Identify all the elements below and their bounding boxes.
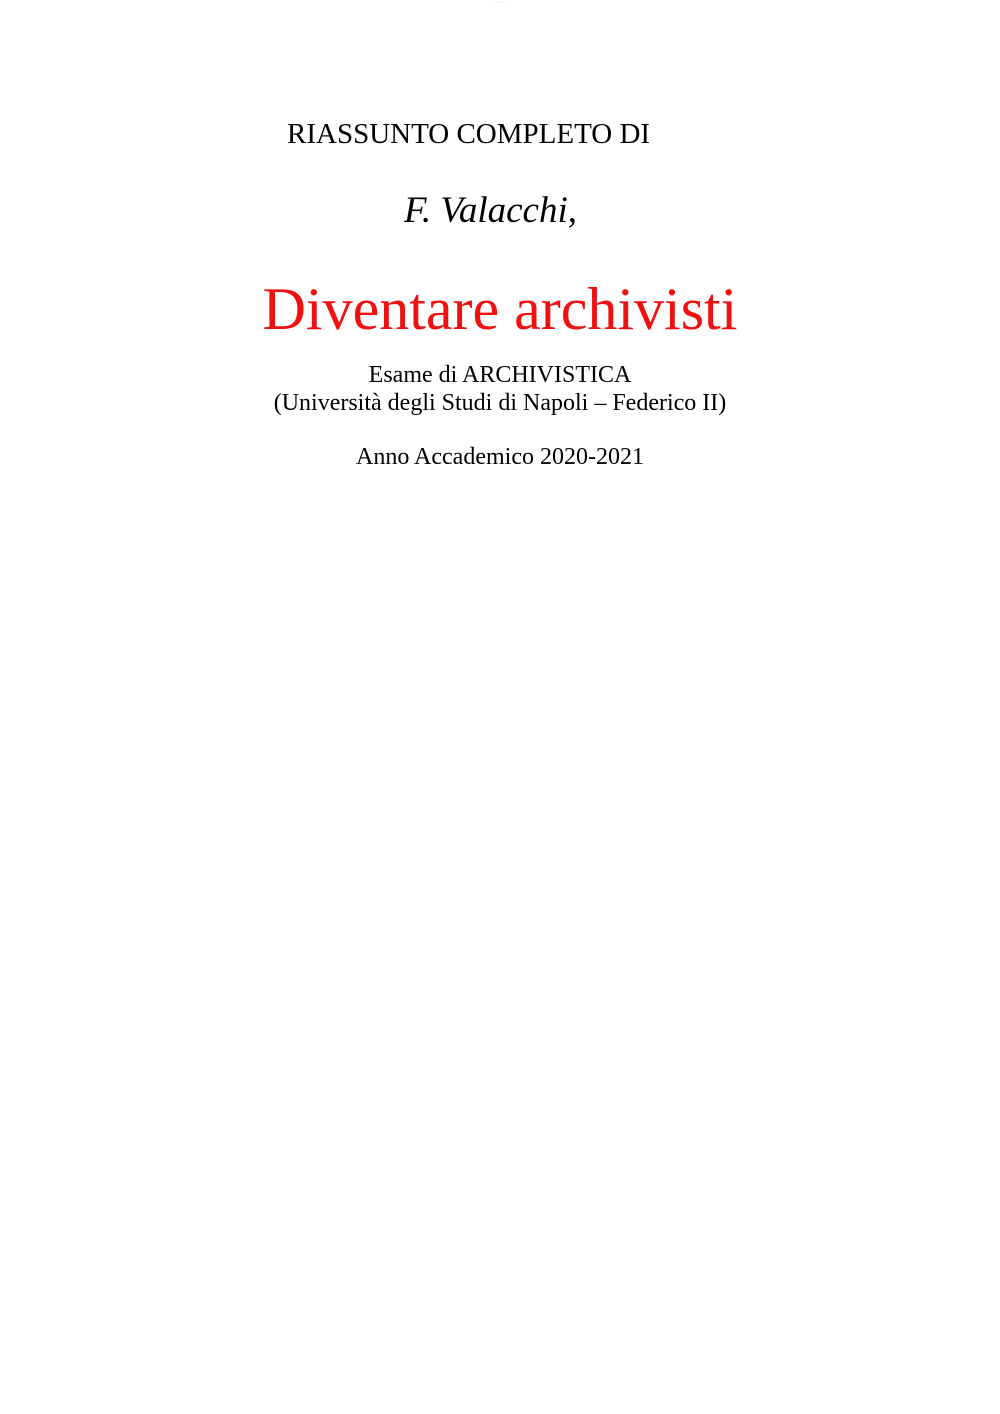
university-line: (Università degli Studi di Napoli – Federico II) [273, 390, 727, 416]
exam-line: Esame di ARCHIVISTICA [368, 362, 632, 388]
book-title: Diventare archivisti [262, 276, 738, 342]
top-mark: ··· ····· [494, 0, 506, 5]
author-name: F. Valacchi, [404, 190, 577, 231]
academic-year: Anno Accademico 2020-2021 [356, 444, 644, 470]
intro-heading: RIASSUNTO COMPLETO DI [287, 118, 651, 150]
